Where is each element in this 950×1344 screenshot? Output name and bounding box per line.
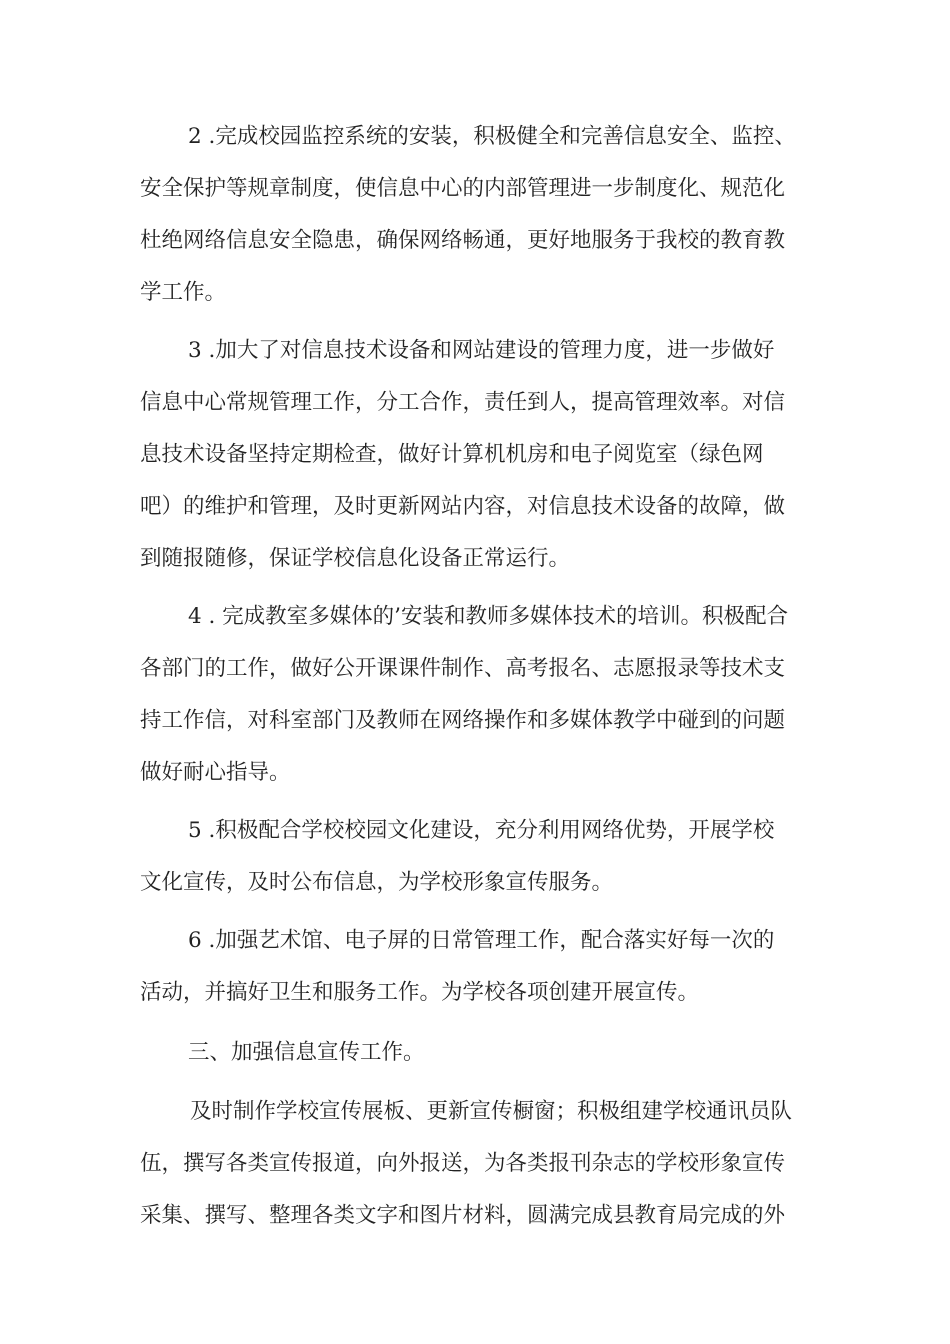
section-3-body-line-3: 采集、撰写、整理各类文字和图片材料，圆满完成县教育局完成的外 bbox=[140, 1203, 786, 1228]
item-4-line-2: 各部门的工作，做好公开课课件制作、高考报名、志愿报录等技术支 bbox=[140, 656, 786, 681]
item-4-line-1: 4 . 完成教室多媒体的’安装和教师多媒体技术的培训。积极配合 bbox=[188, 604, 789, 629]
item-3-line-4: 吧）的维护和管理，及时更新网站内容，对信息技术设备的故障，做 bbox=[140, 494, 786, 519]
section-3-body-line-2: 伍，撰写各类宣传报道，向外报送，为各类报刊杂志的学校形象宣传 bbox=[140, 1151, 786, 1176]
section-3-heading: 三、加强信息宣传工作。 bbox=[188, 1040, 425, 1065]
item-2-line-4: 学工作。 bbox=[140, 280, 227, 305]
item-3-line-3: 息技术设备坚持定期检查，做好计算机机房和电子阅览室（绿色网 bbox=[140, 442, 764, 467]
item-5-line-1: 5 .积极配合学校校园文化建设，充分利用网络优势，开展学校 bbox=[188, 818, 775, 843]
item-3-line-2: 信息中心常规管理工作，分工合作，责任到人，提高管理效率。对信 bbox=[140, 390, 786, 415]
item-3-line-5: 到随报随修，保证学校信息化设备正常运行。 bbox=[140, 546, 571, 571]
section-3-body-line-1: 及时制作学校宣传展板、更新宣传橱窗；积极组建学校通讯员队 bbox=[190, 1099, 793, 1124]
item-2-line-3: 杜绝网络信息安全隐患，确保网络畅通，更好地服务于我校的教育教 bbox=[140, 228, 786, 253]
item-4-line-4: 做好耐心指导。 bbox=[140, 760, 291, 785]
item-2-line-2: 安全保护等规章制度，使信息中心的内部管理进一步制度化、规范化 bbox=[140, 176, 786, 201]
item-2-line-1: 2 .完成校园监控系统的安装，积极健全和完善信息安全、监控、 bbox=[188, 124, 796, 149]
item-6-line-2: 活动，并搞好卫生和服务工作。为学校各项创建开展宣传。 bbox=[140, 980, 700, 1005]
item-3-line-1: 3 .加大了对信息技术设备和网站建设的管理力度，进一步做好 bbox=[188, 338, 775, 363]
item-5-line-2: 文化宣传，及时公布信息，为学校形象宣传服务。 bbox=[140, 870, 614, 895]
item-6-line-1: 6 .加强艺术馆、电子屏的日常管理工作，配合落实好每一次的 bbox=[188, 928, 775, 953]
item-4-line-3: 持工作信，对科室部门及教师在网络操作和多媒体教学中碰到的问题 bbox=[140, 708, 786, 733]
